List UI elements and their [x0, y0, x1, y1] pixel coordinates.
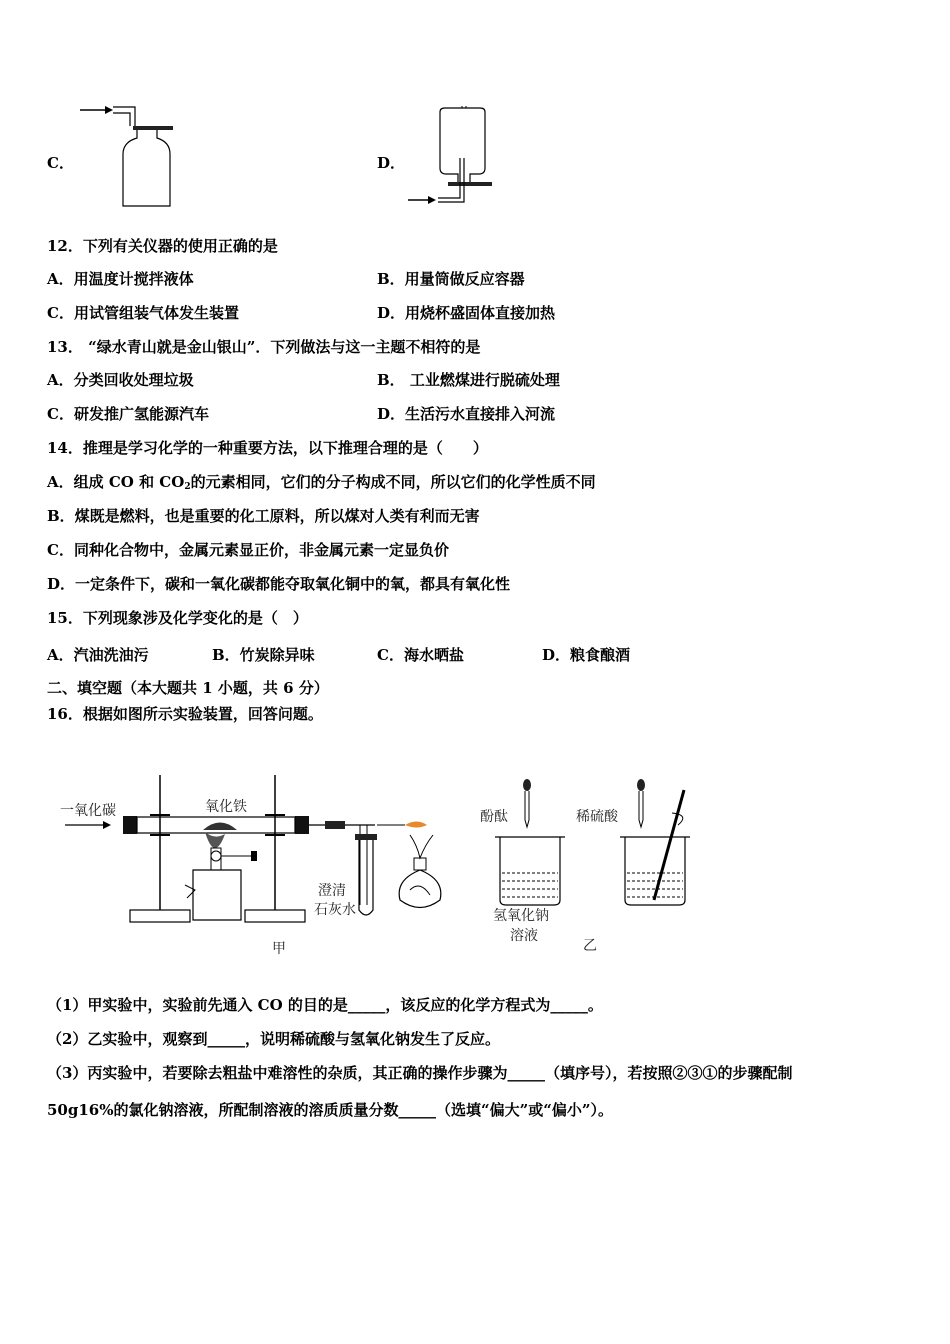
q15-option-b: B．竹炭除异味 — [212, 646, 315, 664]
q16-part3a: （3）丙实验中，若要除去粗盐中难溶性的杂质，其正确的操作步骤为_____（填序号），若按照②③①的步骤配制 — [47, 1064, 793, 1082]
gas-bottle-c-diagram — [75, 98, 185, 218]
q16-stem: 16．根据如图所示实验装置，回答问题。 — [47, 705, 323, 723]
co-label: 一氧化碳 — [60, 803, 116, 819]
limewater-label-1: 澄清 — [318, 883, 346, 899]
q16-part2: （2）乙实验中，观察到_____，说明稀硫酸与氢氧化钠发生了反应。 — [47, 1030, 500, 1048]
q14-option-d: D．一定条件下，碳和一氧化碳都能夺取氧化铜中的氧，都具有氧化性 — [47, 575, 511, 593]
q14-option-a-post: 的元素相同，它们的分子构成不同，所以它们的化学性质不同 — [190, 473, 596, 491]
q15-stem: 15．下列现象涉及化学变化的是（ ） — [47, 609, 308, 627]
gas-bottle-d-diagram — [400, 98, 510, 218]
section2-title: 二、填空题（本大题共 1 小题，共 6 分） — [47, 679, 329, 697]
q14-option-a-pre: A．组成 CO 和 CO — [47, 473, 185, 491]
q14-option-a-sub: 2 — [184, 482, 191, 492]
q15-option-d: D．粮食酿酒 — [542, 646, 631, 664]
q13-option-c: C．研发推广氢能源汽车 — [47, 405, 209, 423]
q14-option-c: C．同种化合物中，金属元素显正价，非金属元素一定显负价 — [47, 541, 449, 559]
apparatus-jia-diagram — [55, 770, 475, 950]
figure-yi-caption: 乙 — [583, 938, 597, 954]
q12-option-b: B．用量筒做反应容器 — [377, 270, 525, 288]
q14-option-b: B．煤既是燃料，也是重要的化工原料，所以煤对人类有利而无害 — [47, 507, 480, 525]
q15-option-a: A．汽油洗油污 — [47, 646, 149, 664]
q16-part3b: 50g16%的氯化钠溶液，所配制溶液的溶质质量分数_____（选填“偏大”或“偏小”）。 — [47, 1101, 614, 1119]
q12-stem: 12．下列有关仪器的使用正确的是 — [47, 237, 278, 255]
q12-option-a: A．用温度计搅拌液体 — [47, 270, 194, 288]
q13-option-a: A．分类回收处理垃圾 — [47, 371, 194, 389]
naoh-label-1: 氢氧化钠 — [493, 908, 549, 924]
q13-stem: 13． “绿水青山就是金山银山”．下列做法与这一主题不相符的是 — [47, 338, 481, 356]
fe-oxide-label: 氧化铁 — [205, 799, 247, 815]
dilute-acid-label: 稀硫酸 — [576, 809, 618, 825]
q14-option-a — [47, 472, 596, 497]
figure-jia-caption: 甲 — [272, 941, 286, 957]
q12-option-d: D．用烧杯盛固体直接加热 — [377, 304, 556, 322]
naoh-label-2: 溶液 — [510, 928, 538, 944]
q16-part1: （1）甲实验中，实验前先通入 CO 的目的是_____，该反应的化学方程式为_____。 — [47, 996, 603, 1014]
q13-option-d: D．生活污水直接排入河流 — [377, 405, 556, 423]
q13-option-b: B． 工业燃煤进行脱硫处理 — [377, 371, 560, 389]
q12-option-c: C．用试管组装气体发生装置 — [47, 304, 239, 322]
option-c-label: C． — [47, 154, 74, 172]
phenolphthalein-label: 酚酞 — [480, 809, 508, 825]
option-d-label: D． — [377, 154, 406, 172]
limewater-label-2: 石灰水 — [314, 902, 356, 918]
q14-stem: 14．推理是学习化学的一种重要方法，以下推理合理的是（ ） — [47, 439, 488, 457]
beakers-yi-diagram — [480, 775, 720, 915]
q15-option-c: C．海水晒盐 — [377, 646, 464, 664]
